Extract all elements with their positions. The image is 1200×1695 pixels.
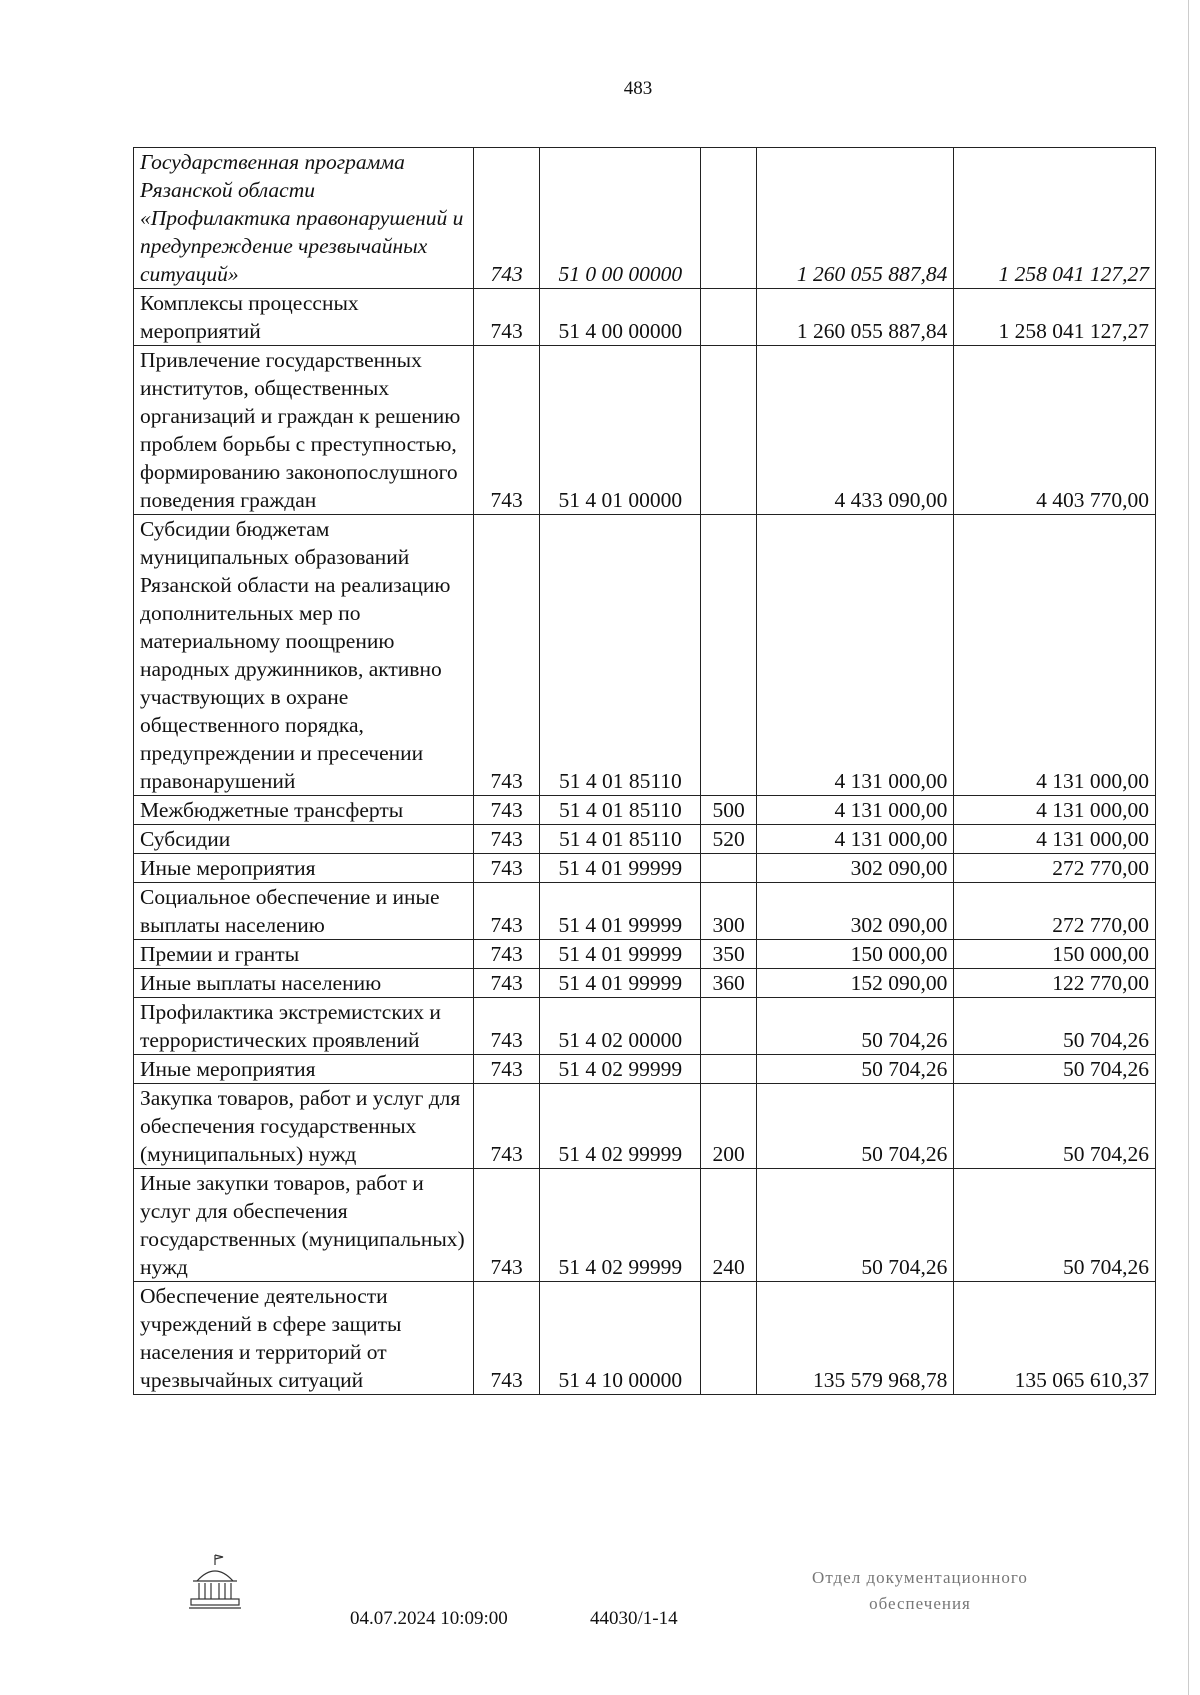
row-name-cell: Комплексы процессных мероприятий bbox=[134, 289, 474, 346]
row-sum-2025-cell: 4 131 000,00 bbox=[954, 515, 1156, 796]
row-name-cell: Межбюджетные трансферты bbox=[134, 796, 474, 825]
table-row bbox=[134, 1169, 1156, 1282]
row-vr-cell: 240 bbox=[701, 1169, 757, 1282]
row-csr-cell: 51 4 02 99999 bbox=[540, 1055, 701, 1084]
row-name-cell: Государственная программа Рязанской области «Профилактика правонарушений и предупреждение чрезвычайных ситуаций» bbox=[134, 148, 474, 289]
row-csr-cell: 51 4 01 85110 bbox=[540, 515, 701, 796]
row-sum-2025-cell: 272 770,00 bbox=[954, 883, 1156, 940]
table-row bbox=[134, 1282, 1156, 1395]
row-csr-cell: 51 4 00 00000 bbox=[540, 289, 701, 346]
row-csr-cell: 51 4 01 99999 bbox=[540, 940, 701, 969]
row-sum-2024-cell: 4 433 090,00 bbox=[757, 346, 954, 515]
table-row bbox=[134, 854, 1156, 883]
row-sum-2025-cell: 4 131 000,00 bbox=[954, 825, 1156, 854]
table-row bbox=[134, 148, 1156, 289]
row-sum-2024-cell: 150 000,00 bbox=[757, 940, 954, 969]
row-name-cell: Иные мероприятия bbox=[134, 1055, 474, 1084]
row-ved-cell: 743 bbox=[473, 796, 539, 825]
row-name-cell: Субсидии bbox=[134, 825, 474, 854]
table-row bbox=[134, 796, 1156, 825]
stamp-line-2: обеспечения bbox=[869, 1594, 971, 1613]
row-ved-cell: 743 bbox=[473, 883, 539, 940]
row-sum-2024-cell: 4 131 000,00 bbox=[757, 796, 954, 825]
row-sum-2024-cell: 50 704,26 bbox=[757, 1169, 954, 1282]
row-name-cell: Иные мероприятия bbox=[134, 854, 474, 883]
row-name-cell: Иные закупки товаров, работ и услуг для обеспечения государственных (муниципальных) нужд bbox=[134, 1169, 474, 1282]
footer-date: 04.07.2024 10:09:00 bbox=[350, 1608, 508, 1629]
budget-table-body bbox=[134, 148, 1156, 1395]
row-ved-cell: 743 bbox=[473, 148, 539, 289]
row-sum-2025-cell: 150 000,00 bbox=[954, 940, 1156, 969]
row-name-cell: Субсидии бюджетам муниципальных образований Рязанской области на реализацию дополнительных мер по материальному поощрению народных дружинников, активно участвующих в охране общественного порядка, предупреждении и пресечении правонарушений bbox=[134, 515, 474, 796]
row-vr-cell bbox=[701, 854, 757, 883]
row-name-cell: Социальное обеспечение и иные выплаты населению bbox=[134, 883, 474, 940]
row-ved-cell: 743 bbox=[473, 1084, 539, 1169]
scan-edge-line bbox=[1188, 0, 1189, 1695]
row-ved-cell: 743 bbox=[473, 825, 539, 854]
footer-document-code: 44030/1-14 bbox=[590, 1608, 678, 1629]
row-csr-cell: 51 0 00 00000 bbox=[540, 148, 701, 289]
row-ved-cell: 743 bbox=[473, 940, 539, 969]
stamp-line-1: Отдел документационного bbox=[812, 1568, 1028, 1587]
row-sum-2024-cell: 50 704,26 bbox=[757, 1055, 954, 1084]
row-vr-cell bbox=[701, 289, 757, 346]
row-name-cell: Профилактика экстремистских и террористических проявлений bbox=[134, 998, 474, 1055]
row-csr-cell: 51 4 02 99999 bbox=[540, 1169, 701, 1282]
row-csr-cell: 51 4 01 00000 bbox=[540, 346, 701, 515]
row-sum-2025-cell: 50 704,26 bbox=[954, 1169, 1156, 1282]
row-ved-cell: 743 bbox=[473, 289, 539, 346]
row-ved-cell: 743 bbox=[473, 854, 539, 883]
department-stamp bbox=[770, 1565, 1070, 1617]
row-sum-2025-cell: 4 403 770,00 bbox=[954, 346, 1156, 515]
row-name-cell: Привлечение государственных институтов, общественных организаций и граждан к решению проблем борьбы с преступностью, формированию законопослушного поведения граждан bbox=[134, 346, 474, 515]
row-sum-2025-cell: 50 704,26 bbox=[954, 998, 1156, 1055]
row-vr-cell bbox=[701, 1055, 757, 1084]
row-ved-cell: 743 bbox=[473, 1169, 539, 1282]
table-row bbox=[134, 346, 1156, 515]
row-csr-cell: 51 4 01 99999 bbox=[540, 883, 701, 940]
row-csr-cell: 51 4 01 99999 bbox=[540, 969, 701, 998]
row-sum-2024-cell: 4 131 000,00 bbox=[757, 515, 954, 796]
row-sum-2024-cell: 4 131 000,00 bbox=[757, 825, 954, 854]
row-csr-cell: 51 4 01 99999 bbox=[540, 854, 701, 883]
row-vr-cell bbox=[701, 1282, 757, 1395]
row-sum-2024-cell: 50 704,26 bbox=[757, 1084, 954, 1169]
row-sum-2024-cell: 135 579 968,78 bbox=[757, 1282, 954, 1395]
row-csr-cell: 51 4 02 99999 bbox=[540, 1084, 701, 1169]
row-sum-2024-cell: 152 090,00 bbox=[757, 969, 954, 998]
row-vr-cell bbox=[701, 515, 757, 796]
row-vr-cell: 350 bbox=[701, 940, 757, 969]
row-sum-2025-cell: 4 131 000,00 bbox=[954, 796, 1156, 825]
row-sum-2025-cell: 135 065 610,37 bbox=[954, 1282, 1156, 1395]
table-row bbox=[134, 940, 1156, 969]
row-sum-2024-cell: 50 704,26 bbox=[757, 998, 954, 1055]
table-row bbox=[134, 998, 1156, 1055]
row-csr-cell: 51 4 01 85110 bbox=[540, 796, 701, 825]
budget-table bbox=[133, 147, 1156, 1395]
table-row bbox=[134, 1084, 1156, 1169]
row-sum-2025-cell: 1 258 041 127,27 bbox=[954, 148, 1156, 289]
row-ved-cell: 743 bbox=[473, 1055, 539, 1084]
table-row bbox=[134, 1055, 1156, 1084]
table-row bbox=[134, 515, 1156, 796]
row-ved-cell: 743 bbox=[473, 1282, 539, 1395]
row-name-cell: Иные выплаты населению bbox=[134, 969, 474, 998]
row-sum-2025-cell: 50 704,26 bbox=[954, 1084, 1156, 1169]
page-number: 483 bbox=[623, 78, 653, 99]
row-vr-cell bbox=[701, 998, 757, 1055]
row-name-cell: Премии и гранты bbox=[134, 940, 474, 969]
table-row bbox=[134, 883, 1156, 940]
duma-building-emblem-icon bbox=[185, 1553, 245, 1616]
row-name-cell: Закупка товаров, работ и услуг для обеспечения государственных (муниципальных) нужд bbox=[134, 1084, 474, 1169]
row-vr-cell bbox=[701, 148, 757, 289]
row-csr-cell: 51 4 01 85110 bbox=[540, 825, 701, 854]
row-ved-cell: 743 bbox=[473, 346, 539, 515]
row-sum-2024-cell: 1 260 055 887,84 bbox=[757, 289, 954, 346]
row-vr-cell: 500 bbox=[701, 796, 757, 825]
row-vr-cell: 300 bbox=[701, 883, 757, 940]
row-csr-cell: 51 4 10 00000 bbox=[540, 1282, 701, 1395]
row-sum-2024-cell: 302 090,00 bbox=[757, 883, 954, 940]
row-vr-cell bbox=[701, 346, 757, 515]
row-vr-cell: 200 bbox=[701, 1084, 757, 1169]
row-sum-2025-cell: 50 704,26 bbox=[954, 1055, 1156, 1084]
row-sum-2025-cell: 272 770,00 bbox=[954, 854, 1156, 883]
row-sum-2024-cell: 1 260 055 887,84 bbox=[757, 148, 954, 289]
row-sum-2025-cell: 1 258 041 127,27 bbox=[954, 289, 1156, 346]
row-sum-2025-cell: 122 770,00 bbox=[954, 969, 1156, 998]
table-row bbox=[134, 289, 1156, 346]
row-ved-cell: 743 bbox=[473, 969, 539, 998]
row-vr-cell: 360 bbox=[701, 969, 757, 998]
row-csr-cell: 51 4 02 00000 bbox=[540, 998, 701, 1055]
row-name-cell: Обеспечение деятельности учреждений в сфере защиты населения и территорий от чрезвычайных ситуаций bbox=[134, 1282, 474, 1395]
row-vr-cell: 520 bbox=[701, 825, 757, 854]
table-row bbox=[134, 969, 1156, 998]
row-sum-2024-cell: 302 090,00 bbox=[757, 854, 954, 883]
row-ved-cell: 743 bbox=[473, 515, 539, 796]
table-row bbox=[134, 825, 1156, 854]
row-ved-cell: 743 bbox=[473, 998, 539, 1055]
